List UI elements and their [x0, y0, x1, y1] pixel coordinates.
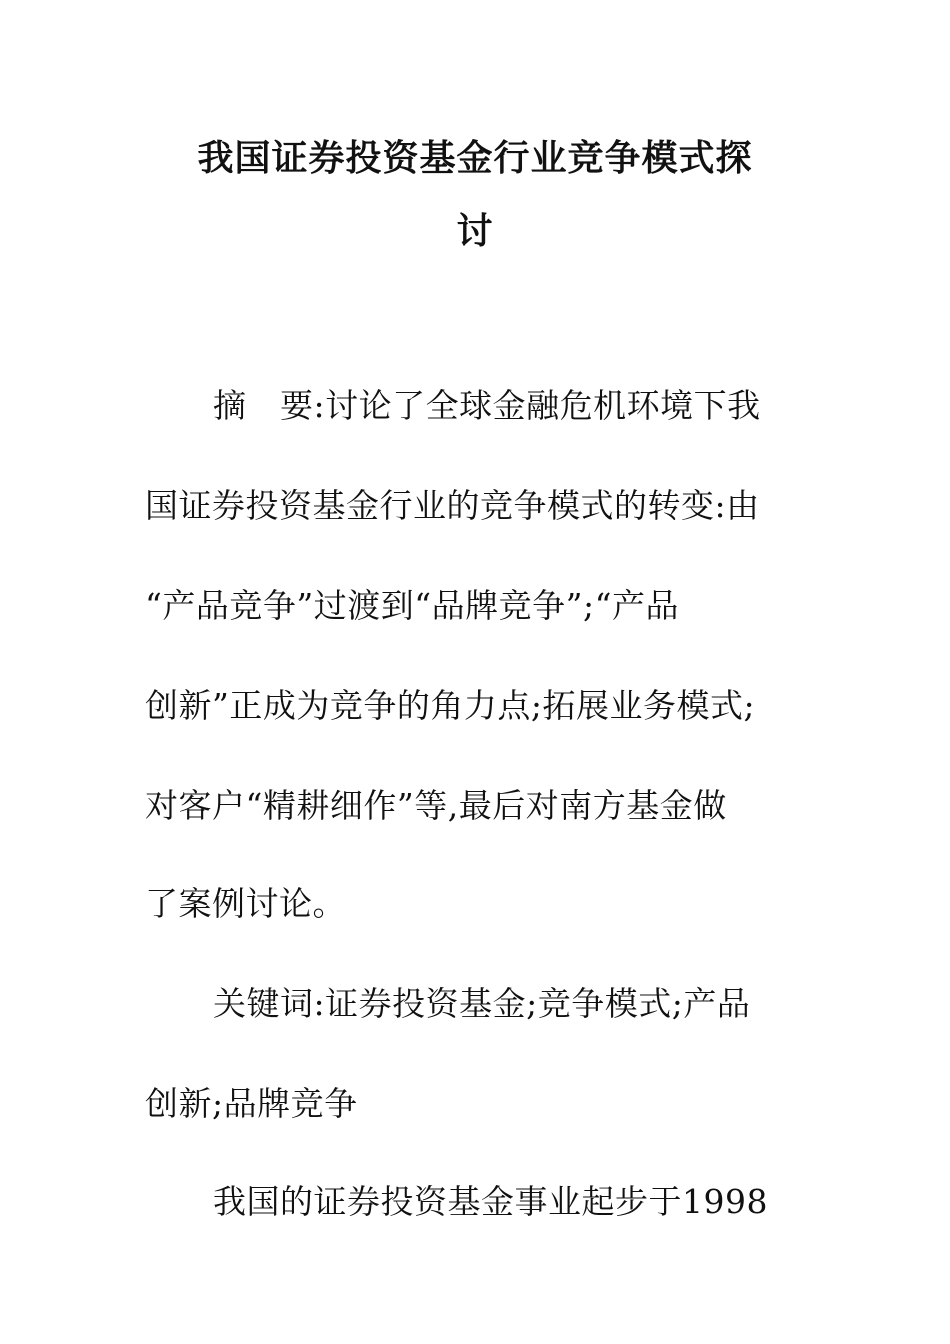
abstract-line-6: 了案例讨论。	[145, 884, 346, 923]
abstract-line-1: 摘 要:讨论了全球金融危机环境下我	[213, 386, 761, 425]
document-title-line-1: 我国证券投资基金行业竞争模式探	[197, 138, 753, 179]
abstract-line-4: 创新”正成为竞争的角力点;拓展业务模式;	[145, 686, 756, 725]
keywords-line-2: 创新;品牌竞争	[145, 1084, 358, 1123]
abstract-line-5: 对客户“精耕细作”等,最后对南方基金做	[145, 786, 727, 825]
abstract-line-2: 国证券投资基金行业的竞争模式的转变:由	[145, 486, 760, 525]
body-paragraph-line-1: 我国的证券投资基金事业起步于1998	[213, 1182, 768, 1221]
abstract-line-3: “产品竞争”过渡到“品牌竞争”;“产品	[145, 586, 679, 625]
keywords-line-1: 关键词:证券投资基金;竞争模式;产品	[213, 984, 751, 1023]
document-title-line-2: 讨	[456, 211, 494, 252]
